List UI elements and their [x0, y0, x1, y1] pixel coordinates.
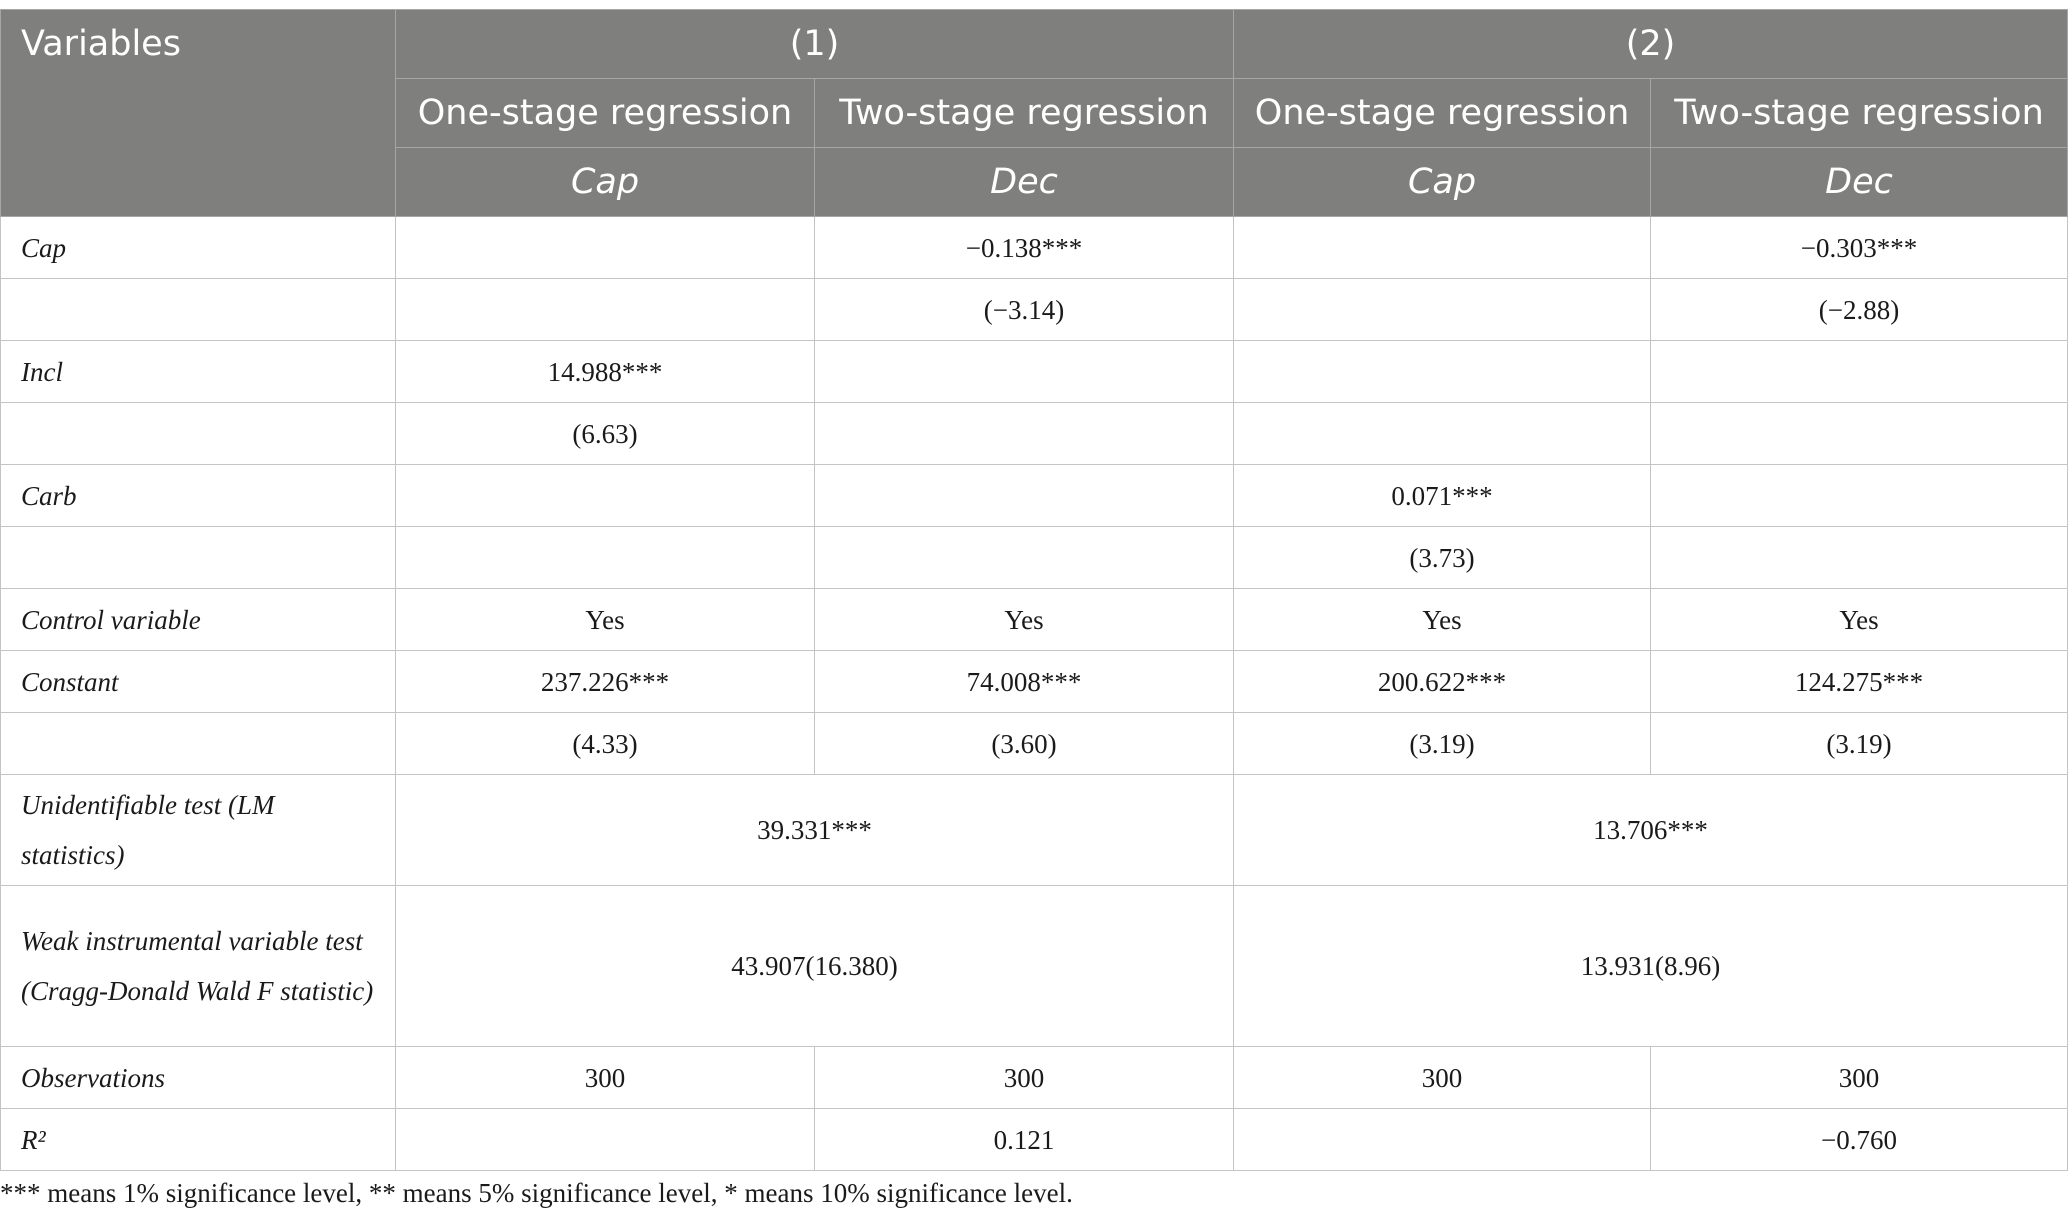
significance-footnote: *** means 1% significance level, ** means 5% significance level, * means 10% significance level. [0, 1178, 1073, 1208]
stage-header: Two-stage regression [815, 79, 1234, 148]
table-cell [1651, 527, 2068, 589]
table-cell: (4.33) [396, 713, 815, 775]
table-row-r-squared [1, 1109, 2068, 1171]
table-row-control-variable [1, 589, 2068, 651]
table-row-carb [1, 465, 2068, 527]
table-cell: 237.226*** [396, 651, 815, 713]
table-row-incl [1, 341, 2068, 403]
table-cell-merged: 13.931(8.96) [1234, 886, 2068, 1047]
row-label [1, 403, 396, 465]
table-body [1, 217, 2068, 1171]
row-label: Incl [1, 341, 396, 403]
table-cell [396, 279, 815, 341]
table-cell [1234, 217, 1651, 279]
table-cell: Yes [396, 589, 815, 651]
table-cell: 300 [1234, 1047, 1651, 1109]
table-cell: −0.303*** [1651, 217, 2068, 279]
table-cell: −0.760 [1651, 1109, 2068, 1171]
table-cell [1651, 465, 2068, 527]
table-cell [815, 527, 1234, 589]
regression-table-container [0, 9, 2067, 1171]
table-cell: 14.988*** [396, 341, 815, 403]
table-cell: (3.19) [1234, 713, 1651, 775]
row-label: Observations [1, 1047, 396, 1109]
group-1-header: (1) [396, 10, 1234, 79]
row-label: Unidentifiable test (LM statistics) [1, 775, 396, 886]
table-row-constant [1, 651, 2068, 713]
row-label: Constant [1, 651, 396, 713]
table-cell [396, 217, 815, 279]
table-cell: Yes [1651, 589, 2068, 651]
table-cell [815, 403, 1234, 465]
stage-header: One-stage regression [396, 79, 815, 148]
table-header [1, 10, 2068, 217]
row-label: R² [1, 1109, 396, 1171]
group-2-header: (2) [1234, 10, 2068, 79]
row-label: Cap [1, 217, 396, 279]
dependent-variable-header: Cap [1234, 148, 1651, 217]
table-cell [815, 465, 1234, 527]
table-cell [815, 341, 1234, 403]
table-cell: Yes [1234, 589, 1651, 651]
table-cell: 300 [396, 1047, 815, 1109]
row-label [1, 713, 396, 775]
table-cell [396, 527, 815, 589]
variables-header: Variables [1, 10, 396, 217]
table-row-constant-tstat [1, 713, 2068, 775]
table-row-observations [1, 1047, 2068, 1109]
stage-header: Two-stage regression [1651, 79, 2068, 148]
table-cell [1234, 403, 1651, 465]
table-row-incl-tstat [1, 403, 2068, 465]
table-row-cap [1, 217, 2068, 279]
table-cell: Yes [815, 589, 1234, 651]
table-cell-merged: 13.706*** [1234, 775, 2068, 886]
table-cell: (−3.14) [815, 279, 1234, 341]
row-label: Carb [1, 465, 396, 527]
dependent-variable-header: Cap [396, 148, 815, 217]
table-row-weak-instrument-test [1, 886, 2068, 1047]
table-cell [396, 465, 815, 527]
table-row-unidentifiable-test [1, 775, 2068, 886]
row-label: Control variable [1, 589, 396, 651]
table-cell: 0.071*** [1234, 465, 1651, 527]
table-row-carb-tstat [1, 527, 2068, 589]
table-row-cap-tstat [1, 279, 2068, 341]
table-cell: (3.60) [815, 713, 1234, 775]
table-cell: 74.008*** [815, 651, 1234, 713]
row-label: Weak instrumental variable test (Cragg-Donald Wald F statistic) [1, 886, 396, 1047]
table-cell: 300 [815, 1047, 1234, 1109]
table-cell [1234, 1109, 1651, 1171]
table-cell: (6.63) [396, 403, 815, 465]
row-label [1, 279, 396, 341]
table-cell: 300 [1651, 1047, 2068, 1109]
table-cell [1234, 279, 1651, 341]
table-cell [1234, 341, 1651, 403]
dependent-variable-header: Dec [815, 148, 1234, 217]
table-cell: 200.622*** [1234, 651, 1651, 713]
table-cell: (3.19) [1651, 713, 2068, 775]
table-cell: −0.138*** [815, 217, 1234, 279]
table-cell: (3.73) [1234, 527, 1651, 589]
table-cell-merged: 43.907(16.380) [396, 886, 1234, 1047]
table-cell [396, 1109, 815, 1171]
table-cell: (−2.88) [1651, 279, 2068, 341]
dependent-variable-header: Dec [1651, 148, 2068, 217]
table-cell [1651, 403, 2068, 465]
table-cell: 0.121 [815, 1109, 1234, 1171]
stage-header: One-stage regression [1234, 79, 1651, 148]
regression-results-table [0, 9, 2068, 1171]
row-label [1, 527, 396, 589]
table-cell: 124.275*** [1651, 651, 2068, 713]
header-row-groups [1, 10, 2068, 79]
table-cell [1651, 341, 2068, 403]
table-cell-merged: 39.331*** [396, 775, 1234, 886]
